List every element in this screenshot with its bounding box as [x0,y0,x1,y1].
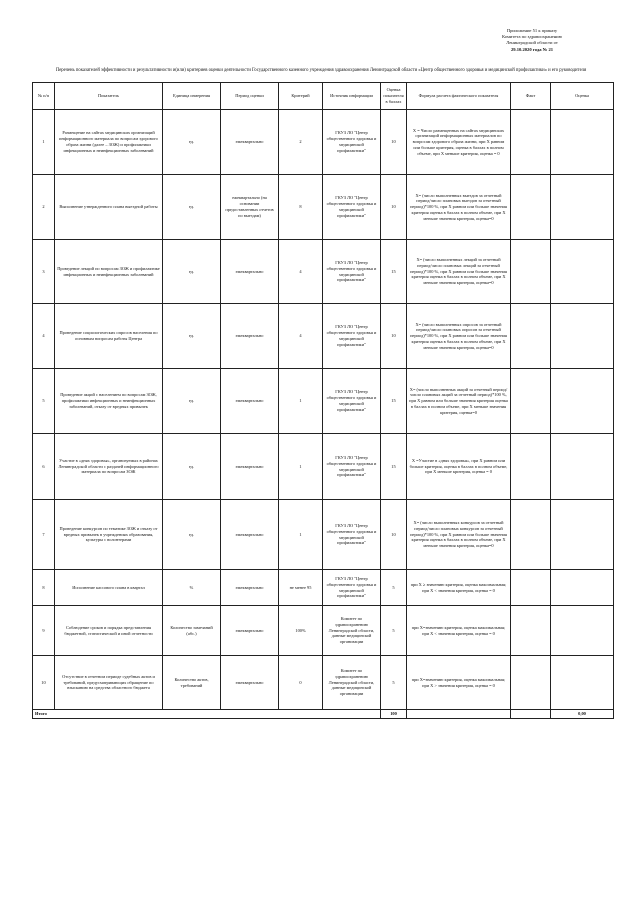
row-source: Комитет по здравоохранению Ленинградской области, данные медицинской организации [323,606,381,656]
row-criterion: 1 [279,500,323,570]
row-unit: ед. [163,110,221,175]
table-row [33,570,614,606]
col-header-indicator: Показатель [55,83,163,110]
row-period: ежеквартально [221,369,279,434]
row-number: 2 [33,175,55,240]
row-score: 5 [381,606,407,656]
row-grade [551,304,614,369]
row-score: 15 [381,369,407,434]
row-fact [511,175,551,240]
row-unit: ед. [163,500,221,570]
row-criterion: 4 [279,304,323,369]
row-score: 15 [381,240,407,304]
row-fact [511,304,551,369]
col-header-formula: Формула расчета фактического показателя [407,83,511,110]
col-header-criterion: Критерий [279,83,323,110]
row-indicator: Участие в «днях здоровья», организуемых в районах Ленинградской области с раздачей информационного материала по вопросам ЗОЖ [55,434,163,500]
row-source: ГКУЗ ЛО "Центр общественного здоровья и медицинской профилактики" [323,240,381,304]
row-unit: ед. [163,240,221,304]
row-formula: при Х=значению критерия, оценка максимальная; при Х < значения критерия, оценка = 0 [407,606,511,656]
row-formula: Х= (число выполненных конкурсов за отчетный период/число плановых конкурсов за отчетный период)*100 %, при Х равном или больше значения критерия оценка в баллах в полном объеме, при Х меньше значения критерия, оценка=0 [407,500,511,570]
row-period: ежеквартально [221,304,279,369]
col-header-fact: Факт [511,83,551,110]
row-unit: ед. [163,369,221,434]
row-formula: Х= (число выполненных лекций за отчетный период/число плановых лекций за отчетный период)*100 %, при Х равном или больше значения критерия оценка в баллах в полном объеме, при Х меньше значения критерия, оценка=0 [407,240,511,304]
row-source: ГКУЗ ЛО "Центр общественного здоровья и медицинской профилактики" [323,434,381,500]
row-score: 15 [381,434,407,500]
row-indicator: Проведение конкурсов по тематике ЗОЖ и отказу от вредных привычек в учреждениях образования, культуры с волонтерами [55,500,163,570]
table-row [33,369,614,434]
row-source: ГКУЗ ЛО "Центр общественного здоровья и медицинской профилактики" [323,110,381,175]
col-header-period: Период оценки [221,83,279,110]
row-number: 3 [33,240,55,304]
total-row [33,710,614,719]
table-header-row [33,83,614,110]
row-number: 5 [33,369,55,434]
row-period: ежеквартально [221,500,279,570]
row-criterion: 1 [279,434,323,500]
row-grade [551,110,614,175]
table-row [33,606,614,656]
total-grade: 0,00 [551,710,614,719]
col-header-unit: Единица измерения [163,83,221,110]
row-number: 6 [33,434,55,500]
row-indicator: Выполнение утвержденного плана выездной работы [55,175,163,240]
row-grade [551,500,614,570]
row-fact [511,570,551,606]
row-unit: Количество замечаний (абс.) [163,606,221,656]
col-header-grade: Оценка [551,83,614,110]
row-period: ежеквартально [221,656,279,710]
row-unit: ед. [163,304,221,369]
row-indicator: Проведение акций с населением по вопросам ЗОЖ, профилактики инфекционных и неинфекционных заболеваний, отказу от вредных привычек [55,369,163,434]
row-criterion: 2 [279,110,323,175]
row-period: ежеквартально [221,570,279,606]
row-number: 8 [33,570,55,606]
row-score: 10 [381,304,407,369]
row-indicator: Проведение лекций по вопросам ЗОЖ и профилактике инфекционных и неинфекционных заболеваний [55,240,163,304]
row-source: ГКУЗ ЛО "Центр общественного здоровья и медицинской профилактики" [323,369,381,434]
row-indicator: Исполнение кассового плана в квартал [55,570,163,606]
row-formula: Х =Участие в «днях здоровья», при Х равном или больше критерия, оценка в баллах в полном объеме, при Х меньше критерия, оценка = 0 [407,434,511,500]
row-grade [551,656,614,710]
indicators-table [32,82,614,719]
row-source: ГКУЗ ЛО "Центр общественного здоровья и медицинской профилактики" [323,175,381,240]
row-criterion: 100% [279,606,323,656]
row-fact [511,369,551,434]
table-row [33,110,614,175]
row-indicator: Отсутствие в отчетном периоде судебных актов и требований, предусматривающих обращение по взысканию на средства областного бюджета [55,656,163,710]
row-indicator: Соблюдение сроков и порядка представления бюджетной, статистической и иной отчетности [55,606,163,656]
row-grade [551,240,614,304]
row-grade [551,606,614,656]
appendix-line: Комитета по здравоохранению [501,34,563,40]
total-score: 100 [381,710,407,719]
row-score: 10 [381,175,407,240]
row-score: 10 [381,500,407,570]
total-fact-cell [511,710,551,719]
row-source: Комитет по здравоохранению Ленинградской области, данные медицинской организации [323,656,381,710]
row-formula: Х= (число выполненных выездов за отчетный период/число плановых выездов за отчетный период)*100 %, при Х равном или больше значения критерия оценка в баллах в полном объеме, при Х меньше значения критерия, оценка=0 [407,175,511,240]
row-formula: при Х=значению критерия, оценка максимальная; при Х > значения критерия, оценка = 0 [407,656,511,710]
col-header-source: Источник информации [323,83,381,110]
row-period: ежеквартально [221,240,279,304]
row-criterion: 4 [279,240,323,304]
row-criterion: 8 [279,175,323,240]
row-fact [511,434,551,500]
row-score: 5 [381,570,407,606]
table-row [33,175,614,240]
row-unit: % [163,570,221,606]
row-formula: Х = Число размещенных на сайтах медицинских организаций информационных материалов по вопросам здорового образа жизни, при Х равном или больше критерия, оценка в баллах в полном объеме, при Х меньше критерия, оценка = 0 [407,110,511,175]
row-criterion: не менее 95 [279,570,323,606]
row-number: 4 [33,304,55,369]
row-grade [551,369,614,434]
row-unit: ед. [163,175,221,240]
row-number: 1 [33,110,55,175]
row-fact [511,240,551,304]
row-number: 9 [33,606,55,656]
row-formula: Х= (число выполненных акций за отчетный период/число плановых акций за отчетный период)*100 %, при Х равном или больше значения критерия оценка в баллах в полном объеме, при Х меньше значения критерия, оценка=0 [407,369,511,434]
row-formula: при Х ≥ значению критерия, оценка максимальная; при Х < значения критерия, оценка = 0 [407,570,511,606]
row-fact [511,606,551,656]
row-unit: ед. [163,434,221,500]
row-source: ГКУЗ ЛО "Центр общественного здоровья и медицинской профилактики" [323,304,381,369]
total-label: Итого [33,710,381,719]
row-score: 5 [381,656,407,710]
row-grade [551,434,614,500]
row-fact [511,656,551,710]
row-source: ГКУЗ ЛО "Центр общественного здоровья и медицинской профилактики" [323,500,381,570]
appendix-block [452,28,612,53]
table-row [33,500,614,570]
row-grade [551,570,614,606]
row-criterion: 1 [279,369,323,434]
row-score: 10 [381,110,407,175]
row-fact [511,110,551,175]
appendix-line: Ленинградской области от [506,40,558,46]
row-period: ежеквартально [221,606,279,656]
appendix-line: Приложение 51 к приказу [506,28,558,33]
document-title: Перечень показателей эффективности и результативности и(или) критериев оценки деятельности Государственного казенного учреждения здравоохранения Ленинградской области «Центр общественного здоровья и медицинской профилактики» и его руководителя [55,68,587,73]
table-row [33,304,614,369]
row-indicator: Проведение социологических опросов населения по основным вопросам работы Центра [55,304,163,369]
row-source: ГКУЗ ЛО "Центр общественного здоровья и медицинской профилактики" [323,570,381,606]
table-row [33,434,614,500]
row-period: ежеквартально [221,110,279,175]
row-grade [551,175,614,240]
row-fact [511,500,551,570]
row-number: 10 [33,656,55,710]
col-header-number: № п/п [33,83,55,110]
col-header-score: Оценка показателя в баллах [381,83,407,110]
total-formula-cell [407,710,511,719]
row-period: ежеквартально [221,434,279,500]
row-formula: Х= (число выполненных опросов за отчетный период/число плановых опросов за отчетный период)*100 %, при Х равном или больше значения критерия оценка в баллах в полном объеме, при Х меньше значения критерия, оценка=0 [407,304,511,369]
table-row [33,656,614,710]
row-criterion: 0 [279,656,323,710]
row-unit: Количество актов, требований [163,656,221,710]
row-indicator: Размещение на сайтах медицинских организаций информационного материала по вопросам здорового образа жизни (далее – ЗОЖ) и профилактики инфекционных и неинфекционных заболеваний [55,110,163,175]
table-row [33,240,614,304]
appendix-line: 29.10.2020 года № 21 [510,46,554,52]
row-period: ежеквартально (на основании предоставленных отчетов по выездам) [221,175,279,240]
row-number: 7 [33,500,55,570]
